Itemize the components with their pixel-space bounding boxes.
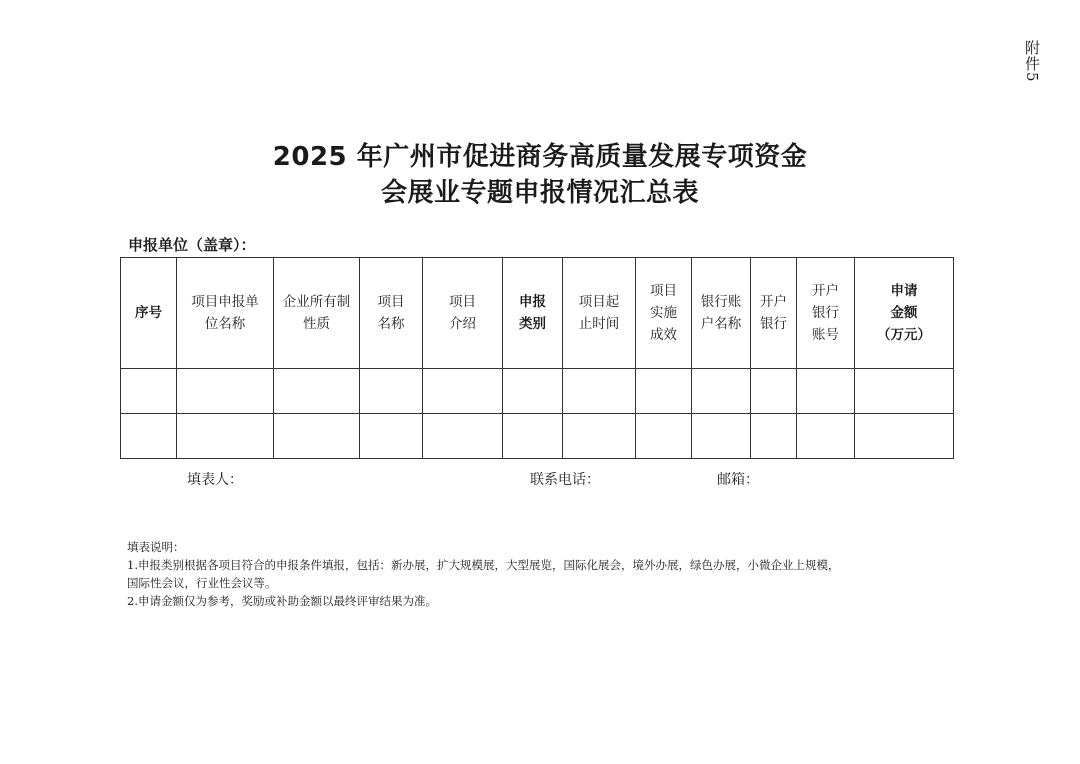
email-label: 邮箱：	[717, 472, 759, 488]
table-cell[interactable]	[177, 369, 274, 414]
table-cell[interactable]	[636, 369, 692, 414]
filler-label: 填表人：	[187, 472, 243, 488]
header-cell-amount: 申请 金额 （万元）	[855, 258, 954, 369]
instruction-item-2: 2.申请金额仅为参考，奖励或补助金额以最终评审结果为准。	[127, 594, 437, 608]
header-cell-account-number: 开户 银行 账号	[797, 258, 855, 369]
instruction-item-1-line-2: 国际性会议，行业性会议等。	[127, 576, 277, 590]
page-title-line2: 会展业专题申报情况汇总表	[380, 178, 699, 208]
header-cell-applicant-unit: 项目申报单 位名称	[177, 258, 274, 369]
attachment-label: 附件5	[1023, 40, 1041, 83]
table-cell[interactable]	[751, 414, 797, 459]
table-cell[interactable]	[274, 414, 360, 459]
table-cell[interactable]	[423, 414, 503, 459]
table-cell[interactable]	[177, 414, 274, 459]
header-cell-project-name: 项目 名称	[360, 258, 423, 369]
table-cell[interactable]	[751, 369, 797, 414]
table-cell[interactable]	[503, 369, 563, 414]
page-title-line1: 2025 年广州市促进商务高质量发展专项资金	[272, 142, 808, 172]
table-cell[interactable]	[855, 414, 954, 459]
instructions-heading: 填表说明：	[127, 540, 185, 554]
instruction-item-1-line-1: 1.申报类别根据各项目符合的申报条件填报，包括：新办展，扩大规模展，大型展览，国际化展会，境外办展，绿色办展，小微企业上规模，	[127, 558, 840, 572]
table-cell[interactable]	[563, 369, 636, 414]
phone-label: 联系电话：	[530, 472, 600, 488]
table-cell[interactable]	[503, 414, 563, 459]
table-row	[121, 414, 954, 459]
header-cell-outcome: 项目 实施 成效	[636, 258, 692, 369]
header-cell-ownership: 企业所有制 性质	[274, 258, 360, 369]
table-header-row	[121, 258, 954, 369]
header-cell-account-name: 银行账 户名称	[692, 258, 751, 369]
table-cell[interactable]	[360, 369, 423, 414]
applicant-unit-label: 申报单位（盖章）：	[128, 236, 256, 254]
header-cell-project-intro: 项目 介绍	[423, 258, 503, 369]
table-cell[interactable]	[692, 369, 751, 414]
table-cell[interactable]	[360, 414, 423, 459]
table-cell[interactable]	[121, 414, 177, 459]
instructions	[127, 538, 927, 610]
table-cell[interactable]	[855, 369, 954, 414]
table-cell[interactable]	[797, 414, 855, 459]
header-cell-period: 项目起 止时间	[563, 258, 636, 369]
header-cell-bank: 开户 银行	[751, 258, 797, 369]
header-cell-index: 序号	[121, 258, 177, 369]
summary-table	[120, 257, 954, 459]
table-cell[interactable]	[636, 414, 692, 459]
table-cell[interactable]	[423, 369, 503, 414]
header-cell-category: 申报 类别	[503, 258, 563, 369]
table-row	[121, 369, 954, 414]
table-cell[interactable]	[797, 369, 855, 414]
table-cell[interactable]	[563, 414, 636, 459]
table-cell[interactable]	[274, 369, 360, 414]
table-cell[interactable]	[121, 369, 177, 414]
table-cell[interactable]	[692, 414, 751, 459]
